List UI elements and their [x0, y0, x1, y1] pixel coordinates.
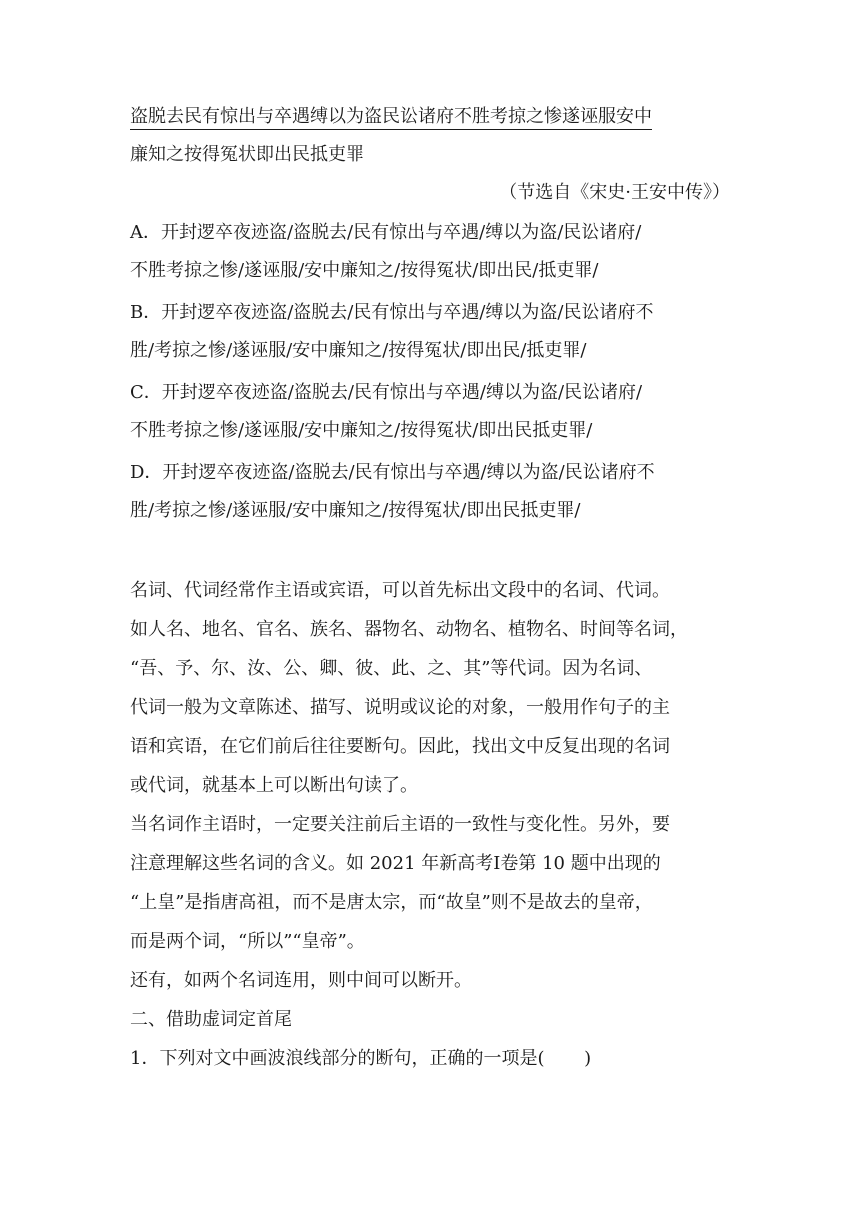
explanation-p2-line-2: 注意理解这些名词的含义。如 2021 年新高考Ⅰ卷第 10 题中出现的 — [130, 853, 661, 874]
option-b-line-1: B．开封逻卒夜迹盗/盗脱去/民有惊出与卒遇/缚以为盗/民讼诸府不 — [130, 302, 654, 323]
option-c-line-1: C．开封逻卒夜迹盗/盗脱去/民有惊出与卒遇/缚以为盗/民讼诸府/ — [130, 382, 643, 403]
explanation-p1-line-2: 如人名、地名、官名、族名、器物名、动物名、植物名、时间等名词， — [130, 619, 688, 640]
option-d-line-2: 胜/考掠之惨/遂诬服/安中廉知之/按得冤状/即出民抵吏罪/ — [130, 500, 581, 521]
explanation-p2-line-4: 而是两个词，“所以”“皇帝”。 — [130, 931, 365, 952]
option-a-line-2: 不胜考掠之惨/遂诬服/安中廉知之/按得冤状/即出民/抵吏罪/ — [130, 260, 599, 281]
explanation-p3: 还有，如两个名词连用，则中间可以断开。 — [130, 970, 472, 991]
passage-continued — [130, 145, 364, 165]
explanation-p1-line-4: 代词一般为文章陈述、描写、说明或议论的对象，一般用作句子的主 — [130, 697, 670, 718]
question-text: 1．下列对文中画波浪线部分的断句，正确的一项是( — [130, 1048, 545, 1069]
explanation-p1-line-1: 名词、代词经常作主语或宾语，可以首先标出文段中的名词、代词。 — [130, 580, 670, 601]
explanation-p1-line-5: 语和宾语，在它们前后往往要断句。因此，找出文中反复出现的名词 — [130, 736, 670, 757]
explanation-p2-line-1: 当名词作主语时，一定要关注前后主语的一致性与变化性。另外，要 — [130, 814, 670, 835]
option-d-line-1: D．开封逻卒夜迹盗/盗脱去/民有惊出与卒遇/缚以为盗/民讼诸府不 — [130, 462, 655, 483]
question-close-paren: ) — [584, 1048, 592, 1069]
explanation-p2-line-3: “上皇”是指唐高祖，而不是唐太宗，而“故皇”则不是故去的皇帝， — [130, 892, 653, 913]
option-b-line-2: 胜/考掠之惨/遂诬服/安中廉知之/按得冤状/即出民/抵吏罪/ — [130, 340, 587, 361]
option-a-line-1: A．开封逻卒夜迹盗/盗脱去/民有惊出与卒遇/缚以为盗/民讼诸府/ — [130, 222, 642, 243]
passage-line-1: 盗脱去民有惊出与卒遇缚以为盗民讼诸府不胜考掠之惨遂诬服安中 — [130, 107, 652, 130]
passage-line-2: 廉知之按得冤状即出民抵吏罪 — [130, 144, 364, 165]
passage-source: （节选自《宋史·王安中传》） — [499, 182, 730, 203]
passage — [130, 107, 730, 127]
question — [130, 1049, 591, 1069]
option-c-line-2: 不胜考掠之惨/遂诬服/安中廉知之/按得冤状/即出民抵吏罪/ — [130, 420, 593, 441]
section-heading: 二、借助虚词定首尾 — [130, 1009, 292, 1030]
explanation-p1-line-3: “吾、予、尔、汝、公、卿、彼、此、之、其”等代词。因为名词、 — [130, 658, 653, 679]
explanation-p1-line-6: 或代词，就基本上可以断出句读了。 — [130, 775, 418, 796]
